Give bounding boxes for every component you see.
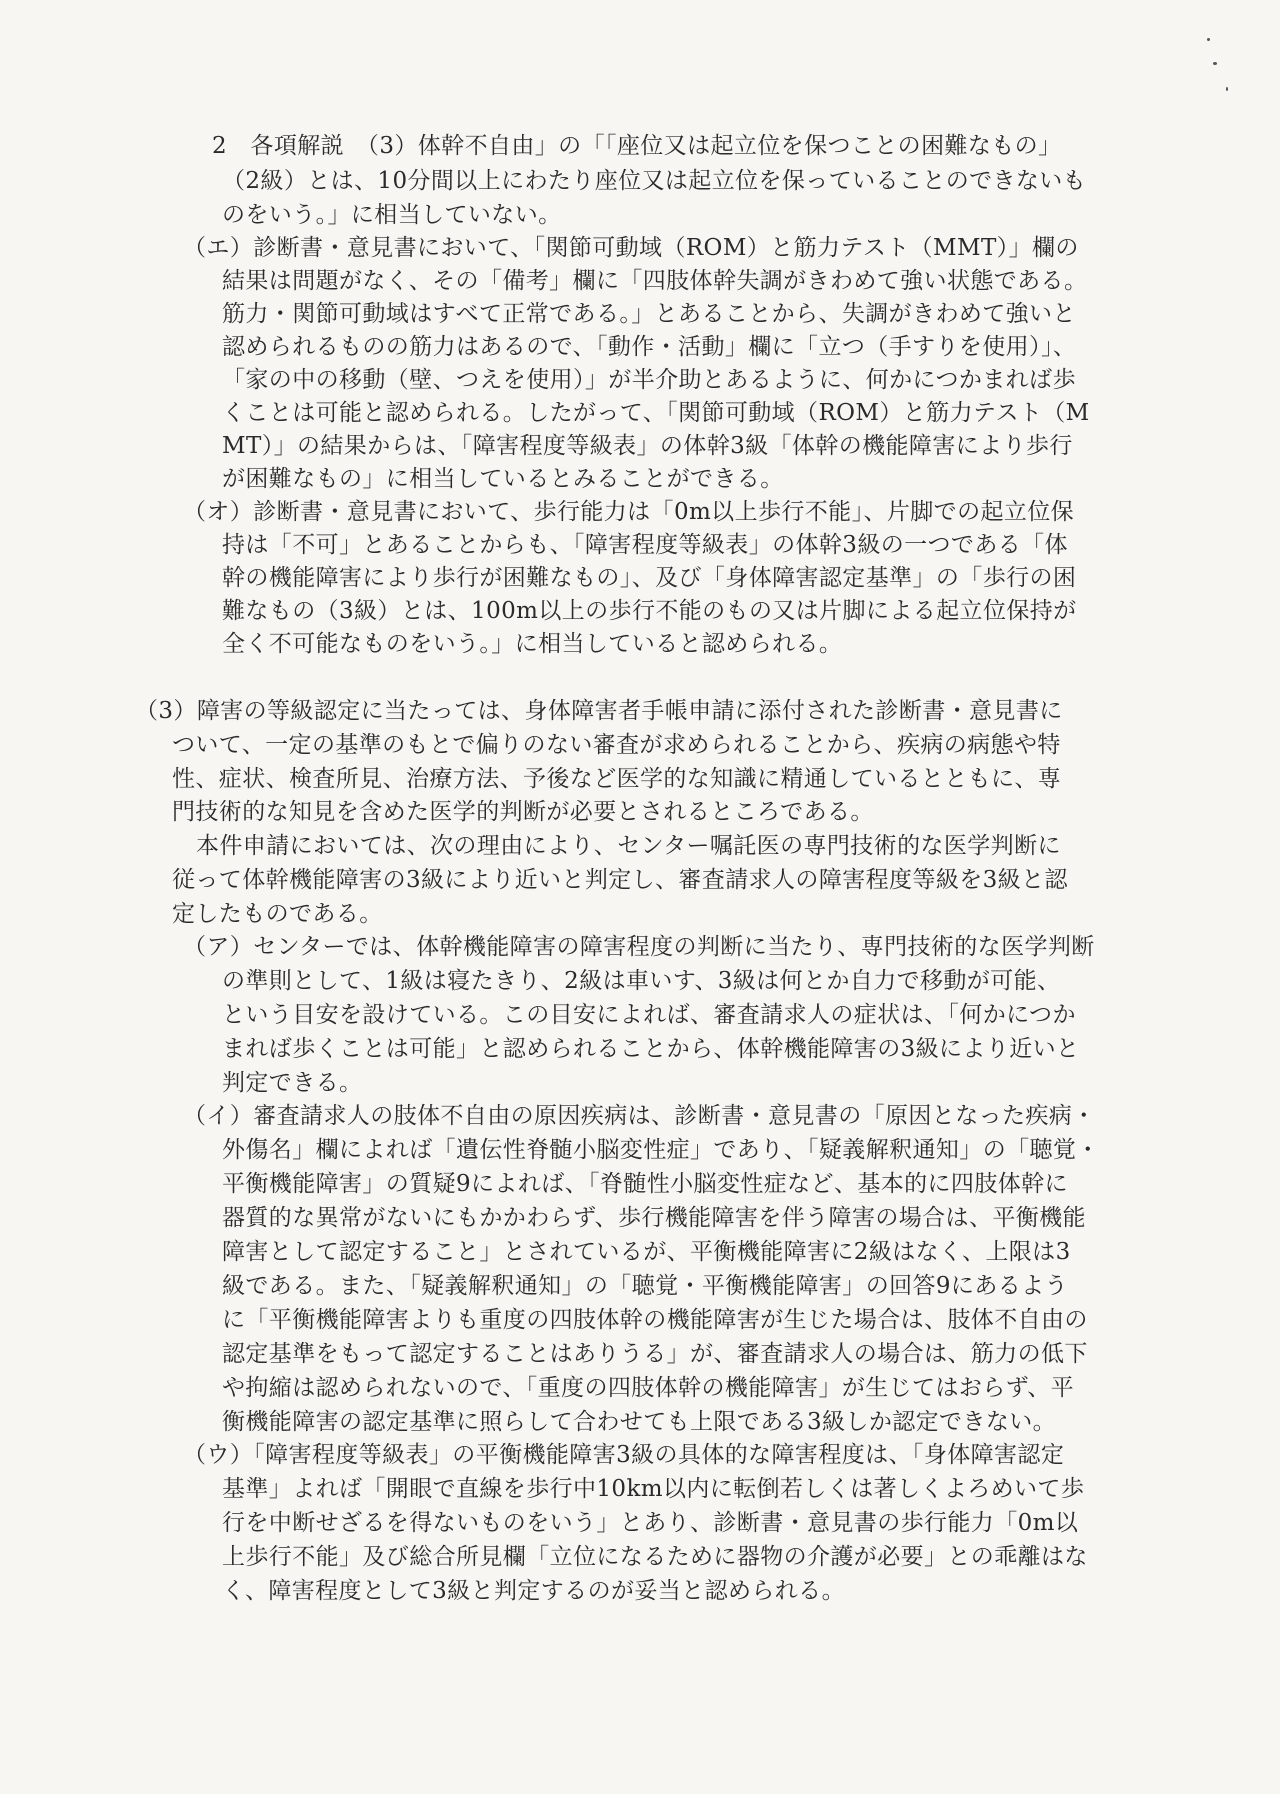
item-i-line-7: に「平衡機能障害よりも重度の四肢体幹の機能障害が生じた場合は、肢体不自由の <box>222 1307 1088 1333</box>
section3-para-line-3: 定したものである。 <box>172 901 383 927</box>
item-i-line-4: 器質的な異常がないにもかかわらず、歩行機能障害を伴う障害の場合は、平衡機能 <box>222 1205 1086 1231</box>
item-a-line-5: 判定できる。 <box>222 1070 363 1096</box>
item-i-line-8: 認定基準をもって認定することはありうる」が、審査請求人の場合は、筋力の低下 <box>222 1341 1088 1367</box>
item-e-line-7: MT）」の結果からは、「障害程度等級表」の体幹3級「体幹の機能障害により歩行 <box>222 433 1073 459</box>
item-o-line-5: 全く不可能なものをいう。」に相当していると認められる。 <box>222 631 843 657</box>
item-u-line-3: 行を中断せざるを得ないものをいう」とあり、診断書・意見書の歩行能力「0m以 <box>222 1510 1079 1536</box>
item-a-line-4: まれば歩くことは可能」と認められることから、体幹機能障害の3級により近いと <box>222 1036 1080 1062</box>
section3-line-1: （3）障害の等級認定に当たっては、身体障害者手帳申請に添付された診断書・意見書に <box>135 698 1063 724</box>
section3-line-4: 門技術的な知見を含めた医学的判断が必要とされるところである。 <box>172 799 874 825</box>
item-i-line-5: 障害として認定すること」とされているが、平衡機能障害に2級はなく、上限は3 <box>222 1239 1071 1265</box>
scan-speck <box>1213 62 1217 65</box>
item-i-line-6: 級である。また、「疑義解釈通知」の「聴覚・平衡機能障害」の回答9にあるよう <box>222 1273 1068 1299</box>
item-i-line-10: 衡機能障害の認定基準に照らして合わせても上限である3級しか認定できない。 <box>222 1409 1057 1435</box>
item-e-line-4: 認められるものの筋力はあるので、「動作・活動」欄に「立つ（手すりを使用）」、 <box>222 334 1077 360</box>
item-i-line-3: 平衡機能障害」の質疑9によれば、「脊髄性小脳変性症など、基本的に四肢体幹に <box>222 1171 1068 1197</box>
block1-line-3: のをいう。」に相当していない。 <box>222 202 562 228</box>
item-u-line-2: 基準」よれば「開眼で直線を歩行中10km以内に転倒若しくは著しくよろめいて歩 <box>222 1476 1085 1502</box>
item-u-line-4: 上歩行不能」及び総合所見欄「立位になるために器物の介護が必要」との乖離はな <box>222 1544 1088 1570</box>
block1-line-2: （2級）とは、10分間以上にわたり座位又は起立位を保っていることのできないも <box>222 168 1087 194</box>
section3-line-2: ついて、一定の基準のもとで偏りのない審査が求められることから、疾病の病態や特 <box>172 732 1061 758</box>
item-i-line-9: や拘縮は認められないので、「重度の四肢体幹の機能障害」が生じてはおらず、平 <box>222 1375 1074 1401</box>
item-e-line-1: （エ）診断書・意見書において、「関節可動域（ROM）と筋力テスト（MMT）」欄の <box>183 235 1079 261</box>
scan-speck <box>1207 38 1210 41</box>
item-o-line-2: 持は「不可」とあることからも、「障害程度等級表」の体幹3級の一つである「体 <box>222 532 1068 558</box>
item-e-line-2: 結果は問題がなく、その「備考」欄に「四肢体幹失調がきわめて強い状態である。 <box>222 268 1088 294</box>
item-i-line-2: 外傷名」欄によれば「遺伝性脊髄小脳変性症」であり、「疑義解釈通知」の「聴覚・ <box>222 1137 1100 1163</box>
item-o-line-4: 難なもの（3級）とは、100m以上の歩行不能のもの又は片脚による起立位保持が <box>222 598 1077 624</box>
item-u-line-1: （ウ）「障害程度等級表」の平衡機能障害3級の具体的な障害程度は、「身体障害認定 <box>183 1442 1065 1468</box>
block1-line-1: 2 各項解説 （3）体幹不自由」の「「座位又は起立位を保つことの困難なもの」 <box>212 133 1062 159</box>
item-o-line-1: （オ）診断書・意見書において、歩行能力は「0m以上歩行不能」、片脚での起立位保 <box>183 499 1075 525</box>
item-e-line-5: 「家の中の移動（壁、つえを使用）」が半介助とあるように、何かにつかまれば歩 <box>222 367 1076 393</box>
section3-para-line-2: 従って体幹機能障害の3級により近いと判定し、審査請求人の障害程度等級を3級と認 <box>172 867 1068 893</box>
item-a-line-2: の準則として、1級は寝たきり、2級は車いす、3級は何とか自力で移動が可能、 <box>222 968 1061 994</box>
item-i-line-1: （イ）審査請求人の肢体不自由の原因疾病は、診断書・意見書の「原因となった疾病・ <box>183 1103 1096 1129</box>
item-e-line-8: が困難なもの」に相当しているとみることができる。 <box>222 466 784 492</box>
item-u-line-5: く、障害程度として3級と判定するのが妥当と認められる。 <box>222 1578 845 1604</box>
item-e-line-6: くことは可能と認められる。したがって、「関節可動域（ROM）と筋力テスト（M <box>222 400 1090 426</box>
item-e-line-3: 筋力・関節可動域はすべて正常である。」とあることから、失調がきわめて強いと <box>222 301 1076 327</box>
item-a-line-1: （ア）センターでは、体幹機能障害の障害程度の判断に当たり、専門技術的な医学判断 <box>183 934 1095 960</box>
section3-para-line-1: 本件申請においては、次の理由により、センター嘱託医の専門技術的な医学判断に <box>196 833 1061 859</box>
section3-line-3: 性、症状、検査所見、治療方法、予後など医学的な知識に精通しているとともに、専 <box>172 766 1062 792</box>
item-o-line-3: 幹の機能障害により歩行が困難なもの」、及び「身体障害認定基準」の「歩行の困 <box>222 565 1077 591</box>
scan-speck <box>1226 87 1228 91</box>
item-a-line-3: という目安を設けている。この目安によれば、審査請求人の症状は、「何かにつか <box>222 1002 1076 1028</box>
